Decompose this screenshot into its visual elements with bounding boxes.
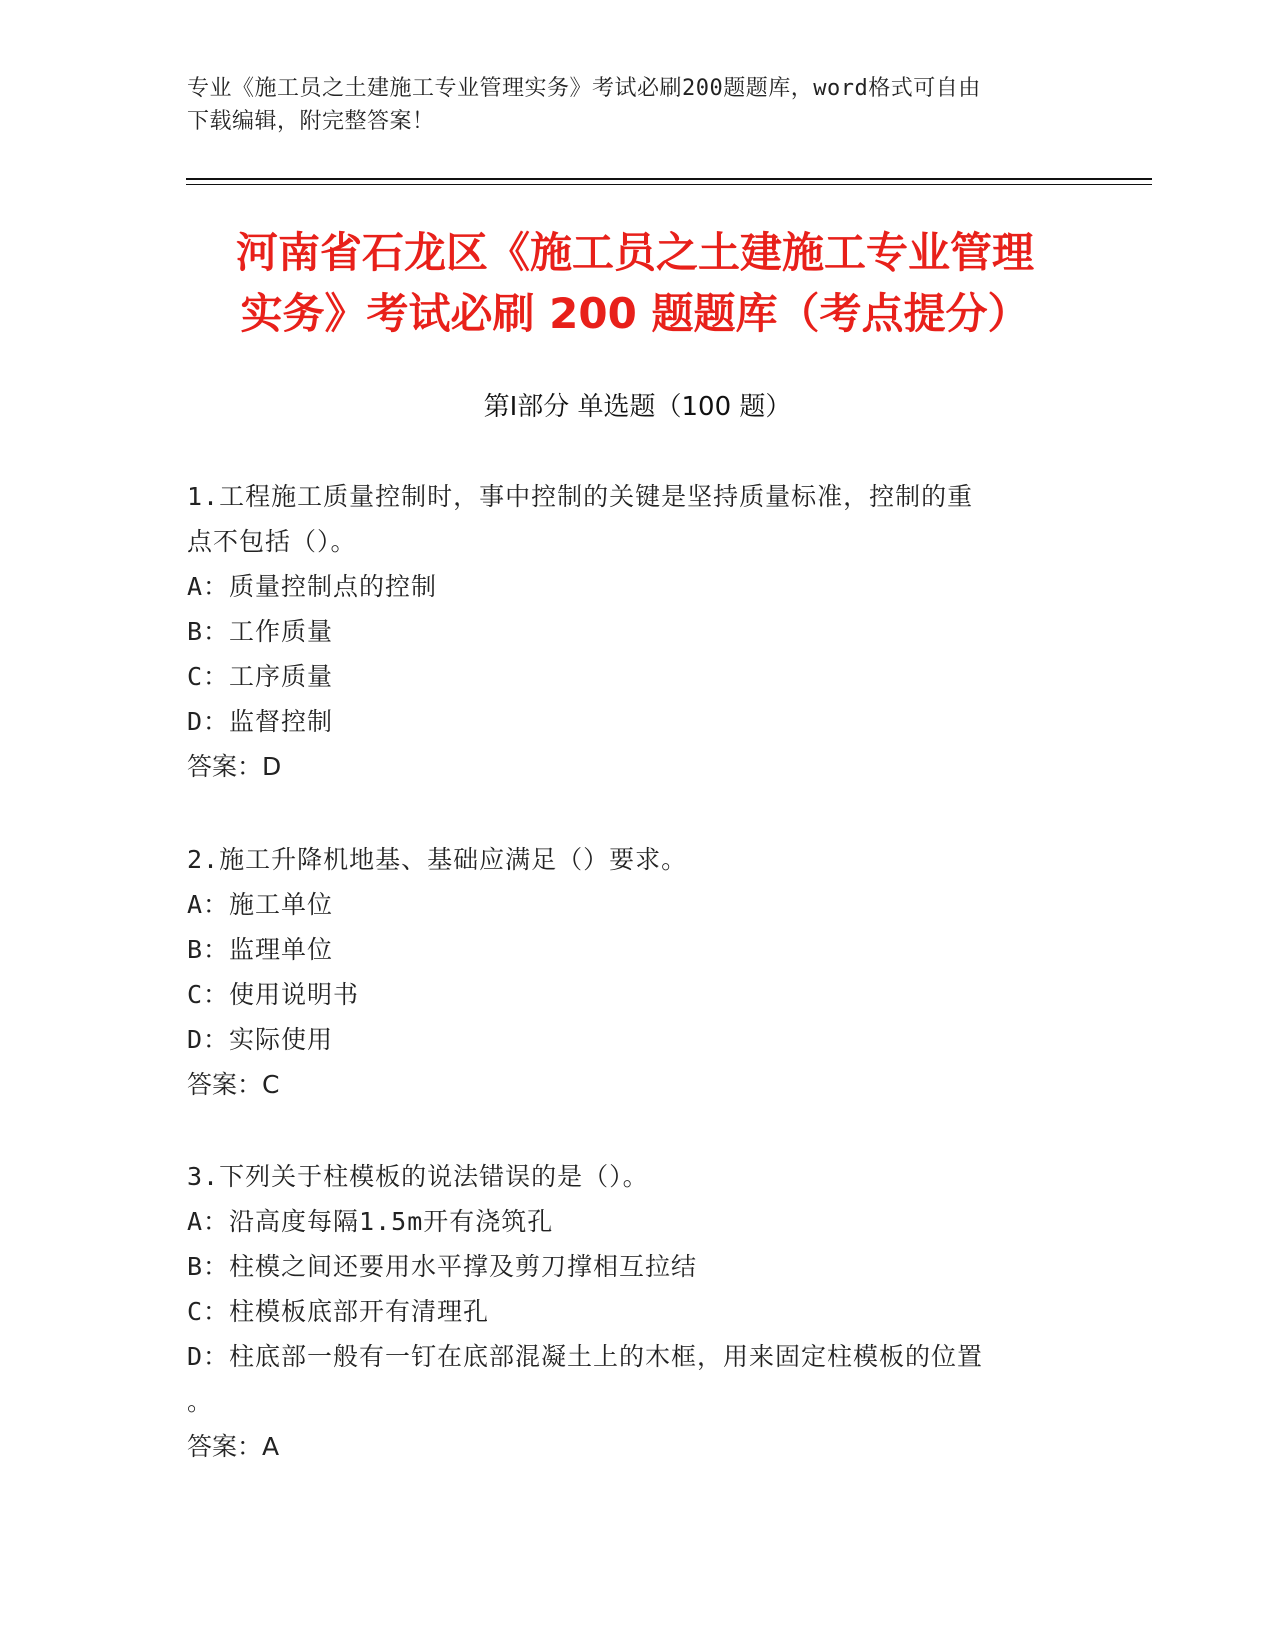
question-2 <box>187 837 1087 1107</box>
option-c: C：柱模板底部开有清理孔 <box>187 1297 490 1326</box>
option-d: D：柱底部一般有一钉在底部混凝土上的木框，用来固定柱模板的位置 <box>187 1342 984 1371</box>
header-note-line-2: 下载编辑，附完整答案！ <box>187 109 435 134</box>
question-1 <box>187 474 1087 789</box>
option-b: B：工作质量 <box>187 617 334 646</box>
option-d: D：监督控制 <box>187 707 334 736</box>
answer: 答案：C <box>187 1070 280 1099</box>
header-note <box>187 72 1067 138</box>
question-stem: 3.下列关于柱模板的说法错误的是（）。 <box>187 1162 649 1191</box>
question-stem: 2.施工升降机地基、基础应满足（）要求。 <box>187 845 688 874</box>
question-stem: 1.工程施工质量控制时，事中控制的关键是坚持质量标准，控制的重 <box>187 482 974 511</box>
answer: 答案：A <box>187 1432 280 1461</box>
header-divider-thick <box>186 178 1152 180</box>
document-title-line-2: 实务》考试必刷 200 题题库（考点提分） <box>240 289 1030 338</box>
header-divider-thin <box>186 184 1152 185</box>
option-c: C：使用说明书 <box>187 980 360 1009</box>
option-a: A：质量控制点的控制 <box>187 572 438 601</box>
option-a: A：施工单位 <box>187 890 334 919</box>
question-3 <box>187 1154 1087 1469</box>
option-c: C：工序质量 <box>187 662 334 691</box>
option-a: A：沿高度每隔1.5m开有浇筑孔 <box>187 1207 554 1236</box>
answer: 答案：D <box>187 752 282 781</box>
option-b: B：监理单位 <box>187 935 334 964</box>
question-stem-continued: 点不包括（）。 <box>187 527 357 556</box>
document-title <box>180 222 1090 344</box>
option-d: D：实际使用 <box>187 1025 334 1054</box>
option-d-continued: 。 <box>187 1387 214 1416</box>
header-note-line-1: 专业《施工员之土建施工专业管理实务》考试必刷200题题库，word格式可自由 <box>187 76 981 101</box>
document-title-line-1: 河南省石龙区《施工员之土建施工专业管理 <box>235 228 1034 277</box>
section-heading: 第Ⅰ部分 单选题（100 题） <box>483 392 792 422</box>
option-b: B：柱模之间还要用水平撑及剪刀撑相互拉结 <box>187 1252 698 1281</box>
